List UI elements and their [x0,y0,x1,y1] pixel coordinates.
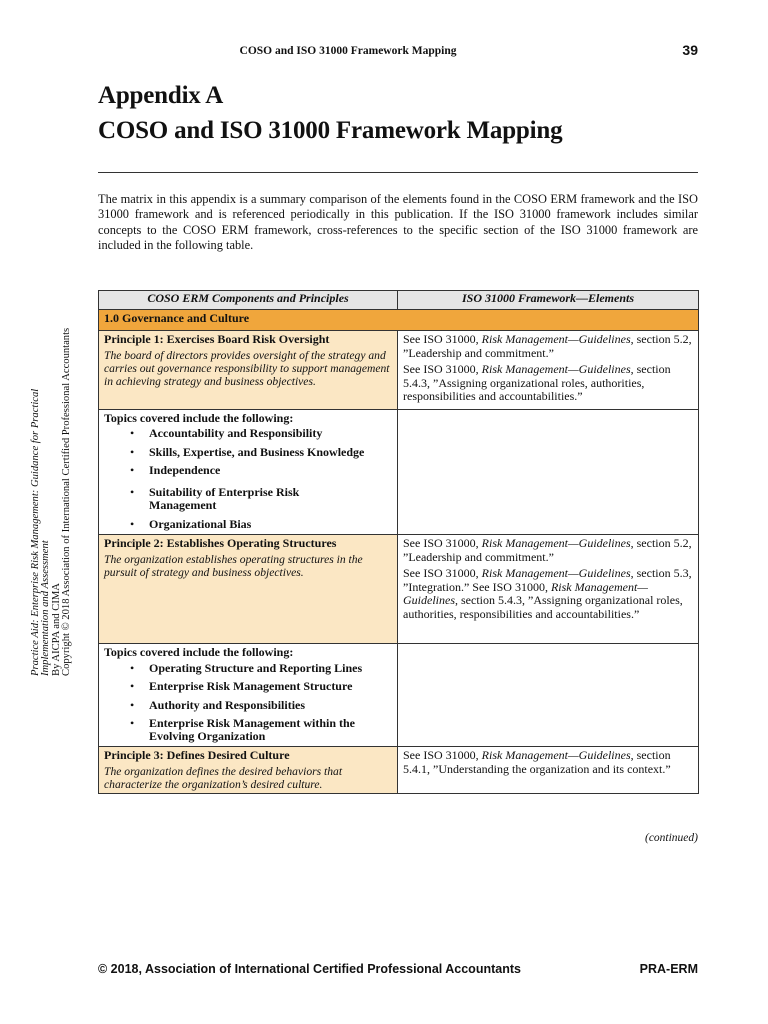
principle-title: Principle 3: Defines Desired Culture [104,748,290,762]
empty-cell [398,409,699,535]
iso-reference: See ISO 31000, Risk Management—Guidelines, section 5.4.3, ”Assigning organizational roles, authorities, responsibilities and accountabilities.” [403,362,671,403]
iso-reference-cell [398,747,699,794]
principle-title: Principle 2: Establishes Operating Structures [104,536,337,550]
table-row [99,747,699,794]
topics-list [104,662,392,744]
topics-lead: Topics covered include the following: [104,645,294,659]
iso-reference-cell [398,535,699,644]
list-item: • Independence [149,464,392,478]
iso-reference: See ISO 31000, Risk Management—Guidelines, section 5.4.1, ”Understanding the organization and its context.” [403,748,671,776]
page-title [98,78,698,148]
table-row [99,409,699,535]
principle-title: Principle 1: Exercises Board Risk Oversight [104,332,330,346]
topics-cell [99,409,398,535]
appendix-label: Appendix A [98,82,224,109]
table-header-row [99,291,699,310]
list-item: • Enterprise Risk Management within the Evolving Organization [149,717,384,743]
empty-cell [398,644,699,747]
principle-description: The organization establishes operating structures in the pursuit of strategy and business objectives. [104,552,363,579]
title-rule [98,172,698,173]
table-row [99,331,699,410]
continued-note: (continued) [644,832,698,844]
appendix-title: COSO and ISO 31000 Framework Mapping [98,117,563,144]
side-note-line: Practice Aid: Enterprise Risk Management: Guidance for Practical [30,388,41,676]
side-note-line: Implementation and Assessment [40,540,52,676]
list-item: • Enterprise Risk Management Structure [149,680,392,694]
table-row [99,644,699,747]
section-row [99,310,699,331]
principle-cell [99,747,398,794]
principle-cell [99,331,398,410]
topics-list [104,427,392,531]
side-note-line: By AICPA and CIMA [50,583,62,676]
side-copyright-note [31,316,72,676]
iso-reference: See ISO 31000, Risk Management—Guidelines, section 5.3, ”Integration.” See ISO 31000, Risk Management—Guidelines, section 5.4.3, ”Assigning organizational roles, authorities, responsibilities and accountabilities.” [403,566,692,621]
page-number: 39 [682,42,698,58]
column-header-coso: COSO ERM Components and Principles [99,291,398,310]
iso-reference: See ISO 31000, Risk Management—Guidelines, section 5.2, ”Leadership and commitment.” [403,332,692,360]
footer-copyright: © 2018, Association of International Certified Professional Accountants [98,962,521,976]
principle-description: The board of directors provides oversight of the strategy and carries out governance responsibility to support management in achieving strategy and business objectives. [104,348,390,388]
table-row [99,535,699,644]
topics-lead: Topics covered include the following: [104,410,294,425]
iso-reference: See ISO 31000, Risk Management—Guidelines, section 5.2, ”Leadership and commitment.” [403,536,692,564]
running-header: COSO and ISO 31000 Framework Mapping [239,45,457,57]
footer-code: PRA-ERM [639,962,698,976]
mapping-table [98,290,699,794]
list-item: • Suitability of Enterprise Risk Management [149,486,319,513]
principle-description: The organization defines the desired behaviors that characterize the organization’s desired culture. [104,764,343,791]
list-item: • Authority and Responsibilities [149,699,392,713]
topics-cell [99,644,398,747]
iso-reference-cell [398,331,699,410]
list-item: • Operating Structure and Reporting Lines [149,662,392,676]
column-header-iso: ISO 31000 Framework—Elements [398,291,699,310]
list-item: • Organizational Bias [149,518,392,532]
list-item: • Skills, Expertise, and Business Knowledge [149,446,392,460]
principle-cell [99,535,398,644]
side-note-line: Copyright © 2018 Association of International Certified Professional Accountants [60,327,72,676]
intro-paragraph: The matrix in this appendix is a summary comparison of the elements found in the COSO ERM framework and the ISO 31000 framework and is referenced periodically in this publication. If the ISO 31000 framework includes similar concepts to the COSO ERM framework, cross-references to the specific section of the ISO 31000 framework are included in the following table. [98,192,698,253]
section-title: 1.0 Governance and Culture [99,310,699,331]
list-item: • Accountability and Responsibility [149,427,392,441]
